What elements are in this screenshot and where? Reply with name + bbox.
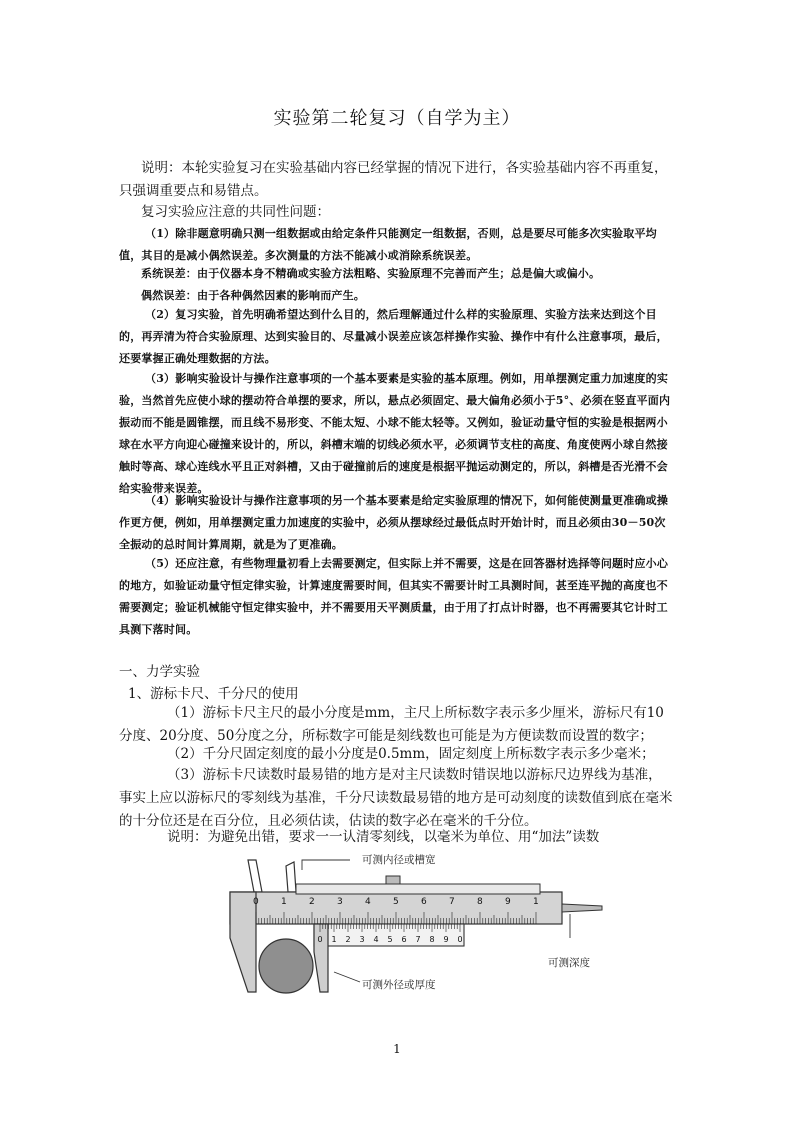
vernier-scale-digit: 2 xyxy=(345,935,351,944)
main-scale-digit: 8 xyxy=(477,897,483,907)
reading-note: 说明：为避免出错，要求一一认清零刻线，以毫米为单位、用“加法”读数 xyxy=(167,829,600,845)
vernier-scale-digit: 6 xyxy=(401,935,407,944)
inner-jaw-fixed xyxy=(248,860,262,892)
vernier-scale-digit: 9 xyxy=(443,935,449,944)
section-mechanics-heading: 一、力学实验 xyxy=(119,664,200,680)
vernier-scale-digit: 0 xyxy=(457,935,463,944)
point-1-paragraph: （1）除非题意明确只测一组数据或由给定条件只能测定一组数据，否则，总是要尽可能多次实验取平均值，其目的是减小偶然误差。多次测量的方法不能减小或消除系统误差。 xyxy=(119,227,657,262)
common-issues-heading: 复习实验应注意的共同性问题： xyxy=(141,204,330,220)
main-scale-digit: 0 xyxy=(253,897,259,907)
intro-paragraph: 说明：本轮实验复习在实验基础内容已经掌握的情况下进行，各实验基础内容不再重复，只强调重要点和易错点。 xyxy=(119,160,668,199)
measured-sphere xyxy=(259,939,313,993)
main-scale-digit: 5 xyxy=(393,897,399,907)
caliper-point-3: （3）游标卡尺读数时最易错的地方是对主尺读数时错误地以游标尺边界线为基准，事实上应以游标尺的零刻线为基准，千分尺读数最易错的地方是可动刻度的读数值到底在毫米的十分位还是在百分位，且必须估读，估读的数字必在毫米的千分位。 xyxy=(119,767,673,829)
page-title: 实验第二轮复习（自学为主） xyxy=(273,108,521,129)
main-scale-digit: 3 xyxy=(337,897,343,907)
vernier-scale-digit: 7 xyxy=(415,935,421,944)
label-outer-diameter: 可测外径或厚度 xyxy=(362,979,436,991)
inner-callout-line xyxy=(302,860,350,870)
main-scale-digit: 1 xyxy=(533,897,539,907)
main-scale-digit: 6 xyxy=(421,897,427,907)
vernier-caliper-figure xyxy=(210,852,610,1002)
locking-screw xyxy=(386,876,400,884)
subsection-caliper-heading: 1、游标卡尺、千分尺的使用 xyxy=(128,686,299,702)
point-5-paragraph: （5）还应注意，有些物理量初看上去需要测定，但实际上并不需要，这是在回答器材选择等问题时应小心的地方，如验证动量守恒定律实验，计算速度需要时间，但其实不需要计时工具测时间，甚至连平抛的高度也不需要测定；验证机械能守恒定律实验中，并不需要用天平测质量，由于用了打点计时器，也不再需要其它计时工具测下落时间。 xyxy=(119,557,669,636)
vernier-scale-digit: 4 xyxy=(373,935,379,944)
vernier-scale-digit: 3 xyxy=(359,935,365,944)
caliper-point-1: （1）游标卡尺主尺的最小分度是mm，主尺上所标数字表示多少厘米，游标尺有10分度、20分度、50分度之分，所标数字可能是刻线数也可能是为方便读数而设置的数字； xyxy=(119,705,664,744)
vernier-scale-digit: 8 xyxy=(429,935,435,944)
point-3-paragraph: （3）影响实验设计与操作注意事项的一个基本要素是实验的基本原理。例如，用单摆测定重力加速度的实验，当然首先应使小球的摆动符合单摆的要求，所以，悬点必须固定、最大偏角必须小于5°、必须在竖直平面内振动而不能是圆锥摆，而且线不易形变、不能太短、小球不能太轻等。又例如，验证动量守恒的实验是根据两小球在水平方向迎心碰撞来设计的，所以，斜槽末端的切线必须水平，必须调节支柱的高度、角度使两小球自然接触时等高、球心连线水平且正对斜槽，又由于碰撞前后的速度是根据平抛运动测定的，所以，斜槽是否光滑不会给实验带来误差。 xyxy=(119,372,671,495)
slider-top-rail xyxy=(296,884,540,894)
depth-rod xyxy=(562,904,602,912)
vernier-scale-digit: 5 xyxy=(387,935,393,944)
main-scale-digit: 4 xyxy=(365,897,371,907)
main-scale-digit: 9 xyxy=(505,897,511,907)
point-4-paragraph: （4）影响实验设计与操作注意事项的另一个基本要素是给定实验原理的情况下，如何能使测量更准确或操作更方便，例如，用单摆测定重力加速度的实验中，必须从摆球经过最低点时开始计时，而且必须由30－50次全振动的总时间计算周期，就是为了更准确。 xyxy=(119,494,669,551)
vernier-scale-digit: 1 xyxy=(331,935,337,944)
page-number: 1 xyxy=(393,1042,401,1056)
main-scale-digit: 1 xyxy=(281,897,287,907)
label-depth: 可测深度 xyxy=(548,957,590,969)
fixed-outer-jaw xyxy=(230,892,256,992)
label-inner-diameter: 可测内径或槽宽 xyxy=(362,854,436,866)
outer-callout-line xyxy=(334,972,360,982)
caliper-point-2: （2）千分尺固定刻度的最小分度是0.5mm，固定刻度上所标数字表示多少毫米； xyxy=(167,746,655,762)
vernier-scale-digit: 0 xyxy=(317,935,323,944)
random-error-line: 偶然误差：由于各种偶然因素的影响而产生。 xyxy=(141,289,365,302)
point-2-paragraph: （2）复习实验，首先明确希望达到什么目的，然后理解通过什么样的实验原理、实验方法来达到这个目的，再弄清为符合实验原理、达到实验目的、尽量减小误差应该怎样操作实验、操作中有什么注意事项，最后，还要掌握正确处理数据的方法。 xyxy=(119,308,668,365)
inner-jaw-sliding xyxy=(286,862,296,892)
main-scale-digit: 2 xyxy=(309,897,315,907)
main-scale-digit: 7 xyxy=(449,897,455,907)
systematic-error-line: 系统误差：由于仪器本身不精确或实验方法粗略、实验原理不完善而产生；总是偏大或偏小。 xyxy=(141,267,601,280)
